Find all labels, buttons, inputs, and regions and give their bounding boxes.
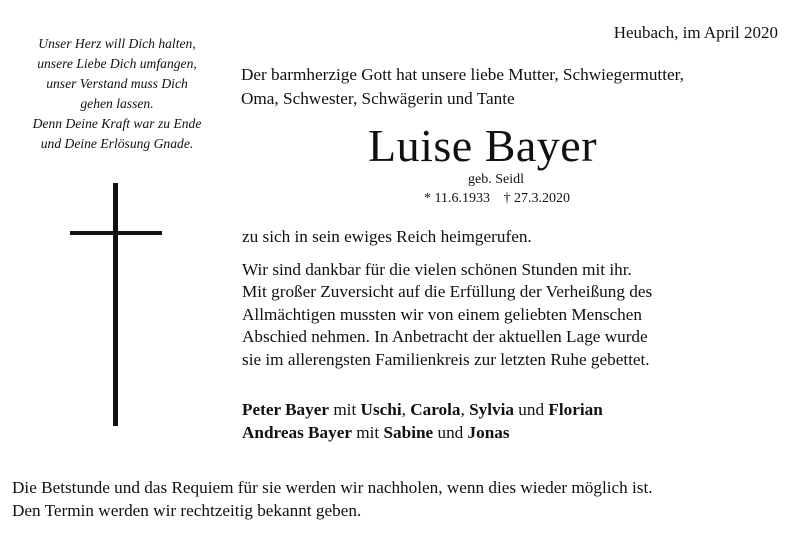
poem-line: unser Verstand muss Dich: [46, 76, 188, 91]
connector: und: [437, 423, 464, 442]
birth-date: * 11.6.1933: [424, 191, 490, 206]
mourner-name: Sylvia: [469, 400, 514, 419]
mourner-name: Carola: [410, 400, 461, 419]
mourner-name: Uschi: [360, 400, 402, 419]
connector: mit: [356, 423, 380, 442]
message-line: Allmächtigen mussten wir von einem geliebten Menschen: [242, 304, 642, 324]
intro-line: Oma, Schwester, Schwägerin und Tante: [241, 89, 515, 108]
cross-horizontal-bar: [70, 231, 162, 235]
called-home-text: zu sich in sein ewiges Reich heimgerufen.: [242, 227, 532, 246]
maiden-name: geb. Seidl: [468, 172, 524, 187]
message-line: sie im allerengsten Familienkreis zur letzten Ruhe gebettet.: [242, 349, 650, 369]
deceased-name: Luise Bayer: [368, 120, 598, 171]
intro-line: Der barmherzige Gott hat unsere liebe Mutter, Schwiegermutter,: [241, 65, 684, 84]
intro-text: [241, 63, 786, 111]
mourner-name: Peter Bayer: [242, 400, 330, 419]
poem-line: Denn Deine Kraft war zu Ende: [32, 116, 202, 131]
mourner-name: Jonas: [467, 423, 510, 442]
separator: ,: [460, 400, 465, 419]
poem: [12, 34, 222, 154]
poem-line: und Deine Erlösung Gnade.: [40, 136, 194, 151]
separator: ,: [401, 400, 406, 419]
poem-line: unsere Liebe Dich umfangen,: [37, 56, 197, 71]
death-date: † 27.3.2020: [503, 191, 570, 206]
poem-line: Unser Herz will Dich halten,: [38, 36, 196, 51]
life-dates: [424, 191, 570, 207]
mourners: [242, 398, 603, 444]
message-line: Abschied nehmen. In Anbetracht der aktuellen Lage wurde: [242, 327, 648, 347]
place-date: Heubach, im April 2020: [613, 23, 778, 42]
mourner-name: Sabine: [383, 423, 434, 442]
poem-line: gehen lassen.: [80, 96, 154, 111]
connector: und: [518, 400, 545, 419]
message-paragraph: [242, 259, 782, 371]
mourner-name: Andreas Bayer: [242, 423, 352, 442]
mourner-line: [242, 398, 603, 421]
mourner-line: [242, 421, 603, 444]
footer-line: Den Termin werden wir rechtzeitig bekannt geben.: [12, 501, 362, 520]
footer-note: [12, 476, 792, 522]
connector: mit: [333, 400, 357, 419]
mourner-name: Florian: [548, 400, 603, 419]
message-line: Mit großer Zuversicht auf die Erfüllung der Verheißung des: [242, 282, 653, 302]
cross-vertical-bar: [113, 183, 118, 426]
footer-line: Die Betstunde und das Requiem für sie werden wir nachholen, wenn dies wieder möglich ist.: [12, 478, 653, 497]
cross-icon: [70, 183, 162, 426]
message-line: Wir sind dankbar für die vielen schönen Stunden mit ihr.: [242, 260, 632, 279]
